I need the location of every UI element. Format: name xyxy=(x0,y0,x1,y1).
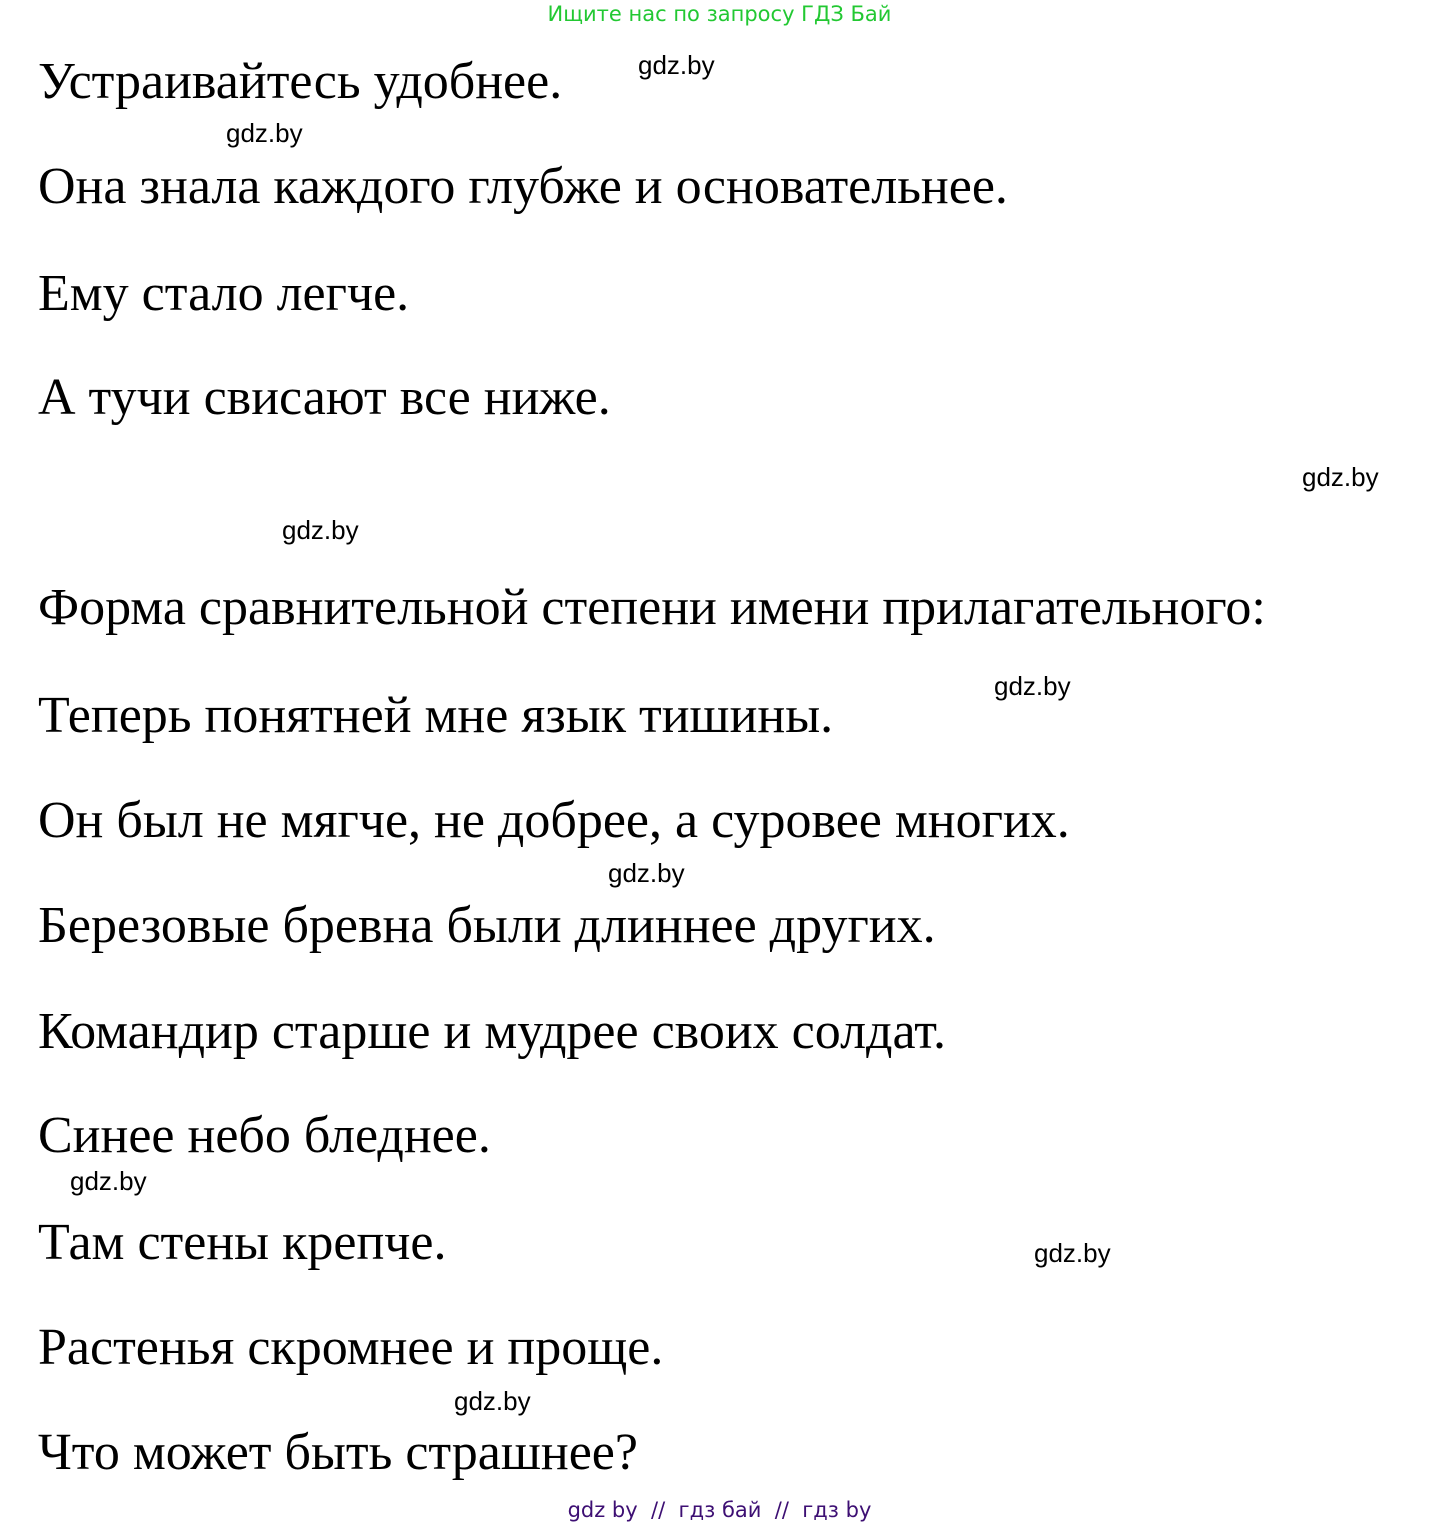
sentence-3: Ему стало легче. xyxy=(38,265,410,322)
sentence-7: Березовые бревна были длиннее других. xyxy=(38,897,936,954)
watermark: gdz.by xyxy=(70,1166,147,1196)
sentence-8: Командир старше и мудрее своих солдат. xyxy=(38,1003,947,1060)
footer-banner: gdz by // гдз бай // гдз by xyxy=(567,1498,872,1522)
watermark: gdz.by xyxy=(638,50,715,80)
watermark: gdz.by xyxy=(282,515,359,545)
sentence-4: А тучи свисают все ниже. xyxy=(38,369,611,426)
watermark: gdz.by xyxy=(608,858,685,888)
watermark: gdz.by xyxy=(454,1386,531,1416)
watermark: gdz.by xyxy=(226,118,303,148)
sentence-2: Она знала каждого глубже и основательнее. xyxy=(38,158,1008,215)
sentence-9: Синее небо бледнее. xyxy=(38,1107,491,1164)
watermark: gdz.by xyxy=(994,671,1071,701)
watermark: gdz.by xyxy=(1034,1238,1111,1268)
section-heading: Форма сравнительной степени имени прилагательного: xyxy=(38,579,1266,636)
sentence-12: Что может быть страшнее? xyxy=(38,1424,638,1481)
sentence-10: Там стены крепче. xyxy=(38,1214,447,1271)
sentence-5: Теперь понятней мне язык тишины. xyxy=(38,687,834,744)
sentence-11: Растенья скромнее и проще. xyxy=(38,1319,664,1376)
watermark: gdz.by xyxy=(1302,462,1379,492)
sentence-6: Он был не мягче, не добрее, а суровее многих. xyxy=(38,792,1070,849)
header-banner: Ищите нас по запросу ГДЗ Бай xyxy=(547,2,892,26)
sentence-1: Устраивайтесь удобнее. xyxy=(38,53,563,110)
